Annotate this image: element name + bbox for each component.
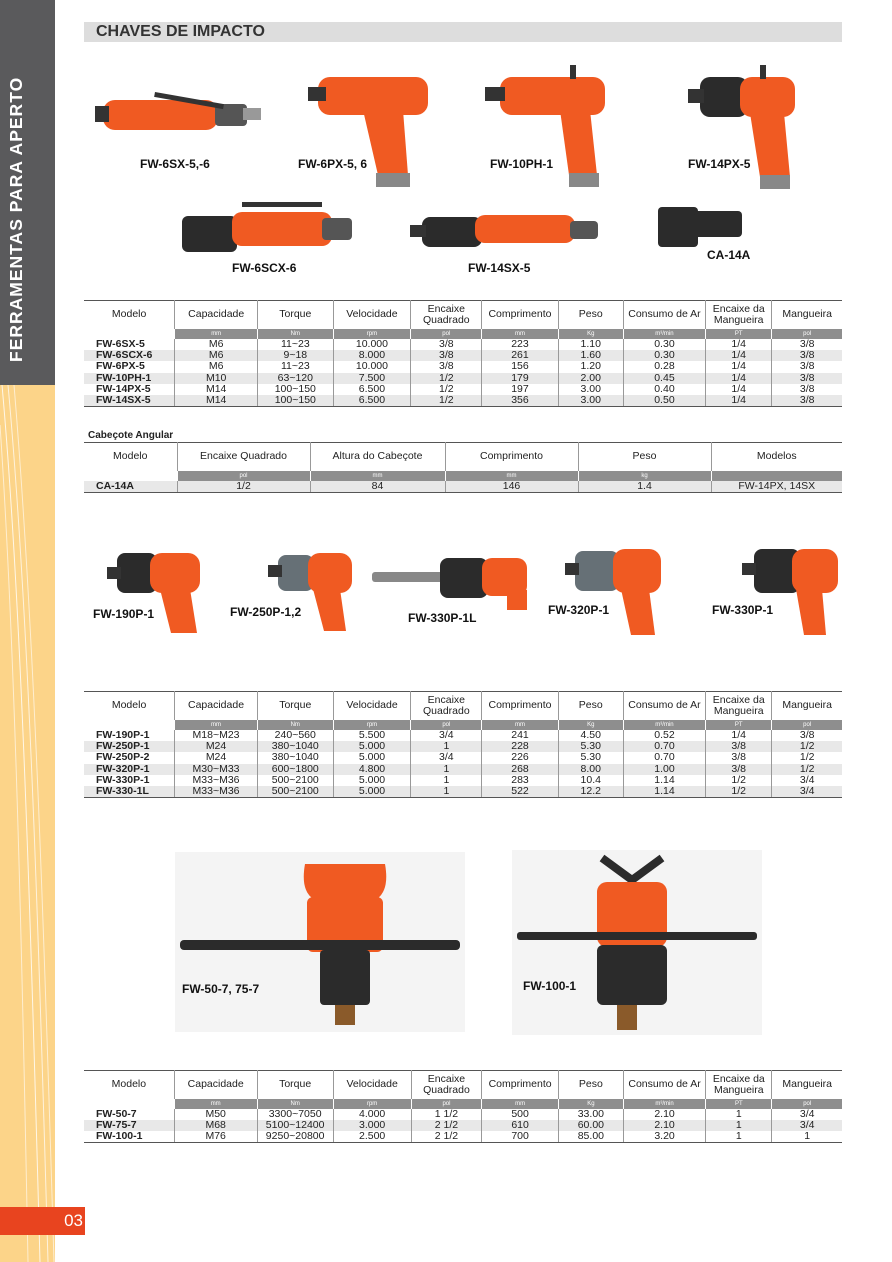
- value-cell: 1/2: [772, 764, 842, 775]
- value-cell: 1.60: [558, 350, 623, 361]
- column-header: Comprimento: [482, 692, 558, 720]
- value-cell: M50: [174, 1109, 257, 1120]
- table-row: [84, 730, 842, 741]
- value-cell: 33.00: [558, 1109, 623, 1120]
- column-header: Consumo de Ar: [623, 1071, 705, 1099]
- impact-wrench-image: [105, 545, 205, 635]
- unit-cell: mm: [174, 1099, 257, 1109]
- unit-cell: Nm: [257, 720, 333, 730]
- unit-cell: mm: [482, 720, 558, 730]
- unit-cell: kg: [578, 471, 711, 481]
- product-label: FW-320P-1: [548, 603, 610, 617]
- heavy-impact-wrench-image: [175, 852, 465, 1032]
- impact-wrench-image: [372, 550, 542, 610]
- value-cell: M14: [175, 395, 258, 407]
- value-cell: 380~1040: [257, 741, 333, 752]
- impact-wrench-image: [410, 203, 600, 258]
- value-cell: M33~M36: [175, 786, 258, 798]
- value-cell: 1: [411, 764, 482, 775]
- unit-cell: pol: [177, 471, 310, 481]
- value-cell: 1/4: [706, 361, 772, 372]
- unit-cell: Kg: [558, 329, 623, 339]
- column-header: Comprimento: [482, 301, 558, 329]
- product-label: FW-14PX-5: [688, 157, 751, 171]
- unit-cell: [84, 720, 175, 730]
- column-header: Peso: [558, 692, 623, 720]
- value-cell: 10.4: [558, 775, 623, 786]
- value-cell: 3/8: [706, 752, 772, 763]
- column-header: Encaixe Quadrado: [411, 301, 482, 329]
- value-cell: 3/8: [772, 384, 842, 395]
- column-header: Velocidade: [333, 1071, 411, 1099]
- value-cell: 1: [706, 1120, 772, 1131]
- value-cell: 283: [482, 775, 558, 786]
- table-row: [84, 350, 842, 361]
- angle-impact-wrench-image: [182, 198, 357, 263]
- impact-wrench-image: [565, 535, 665, 640]
- value-cell: M76: [174, 1131, 257, 1143]
- value-cell: 500: [482, 1109, 558, 1120]
- value-cell: 1 1/2: [411, 1109, 482, 1120]
- model-cell: FW-75-7: [84, 1120, 174, 1131]
- unit-cell: [84, 1099, 174, 1109]
- impact-wrench-image: [740, 535, 840, 640]
- value-cell: 1: [772, 1131, 842, 1143]
- unit-cell: pol: [411, 1099, 482, 1109]
- table-row: [84, 786, 842, 798]
- value-cell: 1: [706, 1109, 772, 1120]
- value-cell: 10.000: [333, 361, 411, 372]
- unit-cell: rpm: [333, 329, 411, 339]
- value-cell: 2.500: [333, 1131, 411, 1143]
- value-cell: M6: [175, 339, 258, 350]
- model-cell: FW-50-7: [96, 1107, 137, 1120]
- column-header: Capacidade: [174, 1071, 257, 1099]
- value-cell: 1.4: [578, 481, 711, 493]
- value-cell: 1/2: [411, 395, 482, 407]
- column-header: Comprimento: [482, 1071, 558, 1099]
- product-label: FW-6SX-5,-6: [140, 157, 210, 171]
- value-cell: 3/8: [772, 373, 842, 384]
- value-cell: 500~2100: [257, 786, 333, 798]
- value-cell: 5.000: [333, 752, 411, 763]
- column-header: Torque: [257, 1071, 333, 1099]
- value-cell: 0.70: [623, 741, 705, 752]
- product-label: FW-14SX-5: [468, 261, 531, 275]
- value-cell: 1/2: [772, 752, 842, 763]
- value-cell: M30~M33: [175, 764, 258, 775]
- model-cell: FW-6PX-5: [96, 360, 145, 373]
- value-cell: 7.500: [333, 373, 411, 384]
- model-cell: FW-250P-2: [96, 751, 150, 764]
- table-row: [84, 1131, 842, 1143]
- value-cell: 0.28: [623, 361, 705, 372]
- unit-cell: m³/min: [623, 720, 705, 730]
- column-header: Peso: [578, 443, 711, 471]
- unit-cell: pol: [772, 1099, 842, 1109]
- value-cell: 84: [310, 481, 445, 493]
- angular-head-table: [84, 442, 842, 493]
- value-cell: 197: [482, 384, 558, 395]
- product-label: FW-330P-1: [712, 603, 774, 617]
- value-cell: 0.30: [623, 350, 705, 361]
- product-label: FW-50-7, 75-7: [182, 982, 260, 996]
- unit-cell: [711, 471, 842, 481]
- value-cell: 3300~7050: [257, 1109, 333, 1120]
- product-label: FW-100-1: [523, 979, 577, 993]
- value-cell: 10.000: [333, 339, 411, 350]
- value-cell: 3/4: [772, 1109, 842, 1120]
- unit-cell: m³/min: [623, 329, 705, 339]
- unit-cell: m³/min: [623, 1099, 705, 1109]
- value-cell: M24: [175, 752, 258, 763]
- value-cell: 63~120: [258, 373, 333, 384]
- value-cell: 2.00: [558, 373, 623, 384]
- value-cell: 500~2100: [257, 775, 333, 786]
- column-header: Encaixe da Mangueira: [706, 692, 772, 720]
- column-header: Encaixe Quadrado: [177, 443, 310, 471]
- value-cell: 3/8: [411, 339, 482, 350]
- value-cell: 9250~20800: [257, 1131, 333, 1143]
- impact-wrench-image: [95, 82, 265, 152]
- value-cell: 1/4: [706, 730, 772, 741]
- product-label: FW-250P-1,2: [230, 605, 302, 619]
- value-cell: 8.000: [333, 350, 411, 361]
- table-row: [84, 752, 842, 763]
- column-header: Torque: [258, 301, 333, 329]
- value-cell: 1.10: [558, 339, 623, 350]
- value-cell: 1/4: [706, 384, 772, 395]
- value-cell: 1: [411, 741, 482, 752]
- unit-cell: PT: [706, 720, 772, 730]
- table-row: [84, 481, 842, 493]
- value-cell: 241: [482, 730, 558, 741]
- value-cell: 3/8: [772, 730, 842, 741]
- impact-wrench-image: [268, 535, 358, 635]
- value-cell: 3/4: [411, 752, 482, 763]
- unit-cell: Kg: [558, 720, 623, 730]
- value-cell: M14: [175, 384, 258, 395]
- value-cell: 100~150: [258, 395, 333, 407]
- value-cell: 3/4: [411, 730, 482, 741]
- value-cell: 1.14: [623, 775, 705, 786]
- value-cell: 8.00: [558, 764, 623, 775]
- value-cell: 2 1/2: [411, 1120, 482, 1131]
- spec-table-1: [84, 300, 842, 407]
- unit-cell: mm: [482, 1099, 558, 1109]
- unit-cell: PT: [706, 329, 772, 339]
- model-cell: FW-330-1L: [84, 786, 175, 798]
- unit-cell: Kg: [558, 1099, 623, 1109]
- product-label: CA-14A: [707, 248, 751, 262]
- column-header: Encaixe Quadrado: [411, 692, 482, 720]
- value-cell: 380~1040: [257, 752, 333, 763]
- value-cell: 3/8: [706, 764, 772, 775]
- column-header: Peso: [558, 1071, 623, 1099]
- value-cell: 1/2: [177, 481, 310, 493]
- column-header: Comprimento: [445, 443, 578, 471]
- table-row: [84, 741, 842, 752]
- column-header: Mangueira: [772, 301, 842, 329]
- value-cell: 3/4: [772, 775, 842, 786]
- value-cell: 0.30: [623, 339, 705, 350]
- value-cell: 3/4: [772, 786, 842, 798]
- value-cell: 0.52: [623, 730, 705, 741]
- value-cell: 6.500: [333, 384, 411, 395]
- value-cell: M6: [175, 361, 258, 372]
- value-cell: 3/8: [772, 361, 842, 372]
- value-cell: 5.500: [333, 730, 411, 741]
- value-cell: M6: [175, 350, 258, 361]
- spec-table-3: [84, 1070, 842, 1143]
- value-cell: 2.10: [623, 1109, 705, 1120]
- column-header: Encaixe Quadrado: [411, 1071, 482, 1099]
- model-cell: FW-100-1: [84, 1131, 174, 1143]
- value-cell: 700: [482, 1131, 558, 1143]
- value-cell: 12.2: [558, 786, 623, 798]
- value-cell: 1/4: [706, 350, 772, 361]
- unit-cell: PT: [706, 1099, 772, 1109]
- value-cell: 1: [411, 775, 482, 786]
- value-cell: 1/2: [411, 373, 482, 384]
- value-cell: M10: [175, 373, 258, 384]
- value-cell: 2.10: [623, 1120, 705, 1131]
- table-row: [84, 373, 842, 384]
- unit-cell: rpm: [333, 720, 411, 730]
- unit-cell: Nm: [258, 329, 333, 339]
- unit-cell: [84, 471, 177, 481]
- value-cell: 268: [482, 764, 558, 775]
- value-cell: 1: [411, 786, 482, 798]
- value-cell: 4.50: [558, 730, 623, 741]
- column-header: Modelo: [111, 1078, 147, 1091]
- value-cell: 85.00: [558, 1131, 623, 1143]
- unit-cell: Nm: [257, 1099, 333, 1109]
- model-cell: CA-14A: [84, 481, 177, 493]
- value-cell: 3/8: [411, 361, 482, 372]
- value-cell: 5.30: [558, 741, 623, 752]
- product-label: FW-6PX-5, 6: [298, 157, 368, 171]
- model-cell: FW-6SCX-6: [84, 350, 175, 361]
- column-header: Capacidade: [175, 301, 258, 329]
- unit-cell: rpm: [333, 1099, 411, 1109]
- column-header: Torque: [257, 692, 333, 720]
- value-cell: M18~M23: [175, 730, 258, 741]
- column-header: Capacidade: [175, 692, 258, 720]
- page-number: 03: [0, 1207, 85, 1235]
- value-cell: 1/4: [706, 395, 772, 407]
- value-cell: 11~23: [258, 339, 333, 350]
- sidebar-decoration: [0, 385, 55, 1262]
- column-header: Mangueira: [772, 1071, 842, 1099]
- unit-cell: mm: [482, 329, 558, 339]
- value-cell: 228: [482, 741, 558, 752]
- section-title: CHAVES DE IMPACTO: [96, 23, 265, 40]
- value-cell: 3/4: [772, 1120, 842, 1131]
- product-label: FW-330P-1L: [408, 611, 477, 625]
- value-cell: 9~18: [258, 350, 333, 361]
- model-cell: FW-6SX-5: [96, 337, 145, 350]
- value-cell: 3.20: [623, 1131, 705, 1143]
- value-cell: 0.45: [623, 373, 705, 384]
- unit-cell: pol: [772, 720, 842, 730]
- value-cell: FW-14PX, 14SX: [711, 481, 842, 493]
- value-cell: 4.800: [333, 764, 411, 775]
- column-header: Velocidade: [333, 692, 411, 720]
- sidebar-title: FERRAMENTAS PARA APERTO: [6, 76, 26, 362]
- table-row: [84, 384, 842, 395]
- value-cell: 179: [482, 373, 558, 384]
- heavy-impact-wrench-image: [512, 850, 762, 1035]
- value-cell: 223: [482, 339, 558, 350]
- value-cell: 60.00: [558, 1120, 623, 1131]
- model-cell: FW-250P-1: [84, 741, 175, 752]
- value-cell: 1/4: [706, 339, 772, 350]
- value-cell: 156: [482, 361, 558, 372]
- table-row: [84, 395, 842, 407]
- value-cell: 356: [482, 395, 558, 407]
- unit-cell: pol: [411, 329, 482, 339]
- unit-cell: mm: [175, 329, 258, 339]
- value-cell: 100~150: [258, 384, 333, 395]
- value-cell: 3/8: [772, 395, 842, 407]
- model-cell: FW-10PH-1: [84, 373, 175, 384]
- value-cell: 1/2: [706, 775, 772, 786]
- model-cell: FW-320P-1: [84, 764, 175, 775]
- product-label: FW-6SCX-6: [232, 261, 297, 275]
- value-cell: 1.00: [623, 764, 705, 775]
- column-header: Consumo de Ar: [623, 301, 705, 329]
- column-header: Modelo: [113, 450, 148, 463]
- unit-cell: pol: [411, 720, 482, 730]
- column-header: Peso: [558, 301, 623, 329]
- model-cell: FW-190P-1: [96, 728, 150, 741]
- value-cell: 4.000: [333, 1109, 411, 1120]
- value-cell: 1/2: [411, 384, 482, 395]
- value-cell: 1: [706, 1131, 772, 1143]
- value-cell: 0.40: [623, 384, 705, 395]
- value-cell: M33~M36: [175, 775, 258, 786]
- value-cell: 3/8: [772, 350, 842, 361]
- value-cell: 261: [482, 350, 558, 361]
- value-cell: M24: [175, 741, 258, 752]
- column-header: Modelo: [111, 308, 147, 321]
- value-cell: 5.000: [333, 775, 411, 786]
- value-cell: 146: [445, 481, 578, 493]
- value-cell: 3.00: [558, 395, 623, 407]
- value-cell: 1/4: [706, 373, 772, 384]
- table-row: [84, 339, 842, 350]
- angle-head-image: [656, 203, 746, 251]
- value-cell: M68: [174, 1120, 257, 1131]
- column-header: Altura do Cabeçote: [310, 443, 445, 471]
- column-header: Encaixe da Mangueira: [706, 301, 772, 329]
- spec-table-2: [84, 691, 842, 798]
- column-header: Modelo: [111, 699, 147, 712]
- column-header: Modelos: [711, 443, 842, 471]
- product-label: FW-10PH-1: [490, 157, 554, 171]
- table-row: [84, 1120, 842, 1131]
- table-row: [84, 1109, 842, 1120]
- value-cell: 610: [482, 1120, 558, 1131]
- value-cell: 3.00: [558, 384, 623, 395]
- value-cell: 5100~12400: [257, 1120, 333, 1131]
- unit-cell: mm: [175, 720, 258, 730]
- value-cell: 0.70: [623, 752, 705, 763]
- value-cell: 5.30: [558, 752, 623, 763]
- value-cell: 0.50: [623, 395, 705, 407]
- value-cell: 3/8: [772, 339, 842, 350]
- value-cell: 5.000: [333, 786, 411, 798]
- model-cell: FW-330P-1: [96, 774, 150, 787]
- model-cell: FW-14PX-5: [96, 383, 151, 396]
- value-cell: 11~23: [258, 361, 333, 372]
- value-cell: 226: [482, 752, 558, 763]
- value-cell: 522: [482, 786, 558, 798]
- value-cell: 6.500: [333, 395, 411, 407]
- column-header: Encaixe da Mangueira: [706, 1071, 772, 1099]
- value-cell: 240~560: [257, 730, 333, 741]
- model-cell: FW-14SX-5: [84, 395, 175, 407]
- value-cell: 3/8: [411, 350, 482, 361]
- value-cell: 600~1800: [257, 764, 333, 775]
- column-header: Consumo de Ar: [623, 692, 705, 720]
- value-cell: 1.20: [558, 361, 623, 372]
- value-cell: 5.000: [333, 741, 411, 752]
- value-cell: 1/2: [706, 786, 772, 798]
- column-header: Velocidade: [333, 301, 411, 329]
- table-row: [84, 361, 842, 372]
- unit-cell: pol: [772, 329, 842, 339]
- value-cell: 2 1/2: [411, 1131, 482, 1143]
- subsection-title: Cabeçote Angular: [88, 430, 174, 441]
- value-cell: 3.000: [333, 1120, 411, 1131]
- unit-cell: [84, 329, 175, 339]
- value-cell: 1/2: [772, 741, 842, 752]
- value-cell: 3/8: [706, 741, 772, 752]
- product-label: FW-190P-1: [93, 607, 155, 621]
- column-header: Mangueira: [772, 692, 842, 720]
- value-cell: 1.14: [623, 786, 705, 798]
- unit-cell: mm: [445, 471, 578, 481]
- unit-cell: mm: [310, 471, 445, 481]
